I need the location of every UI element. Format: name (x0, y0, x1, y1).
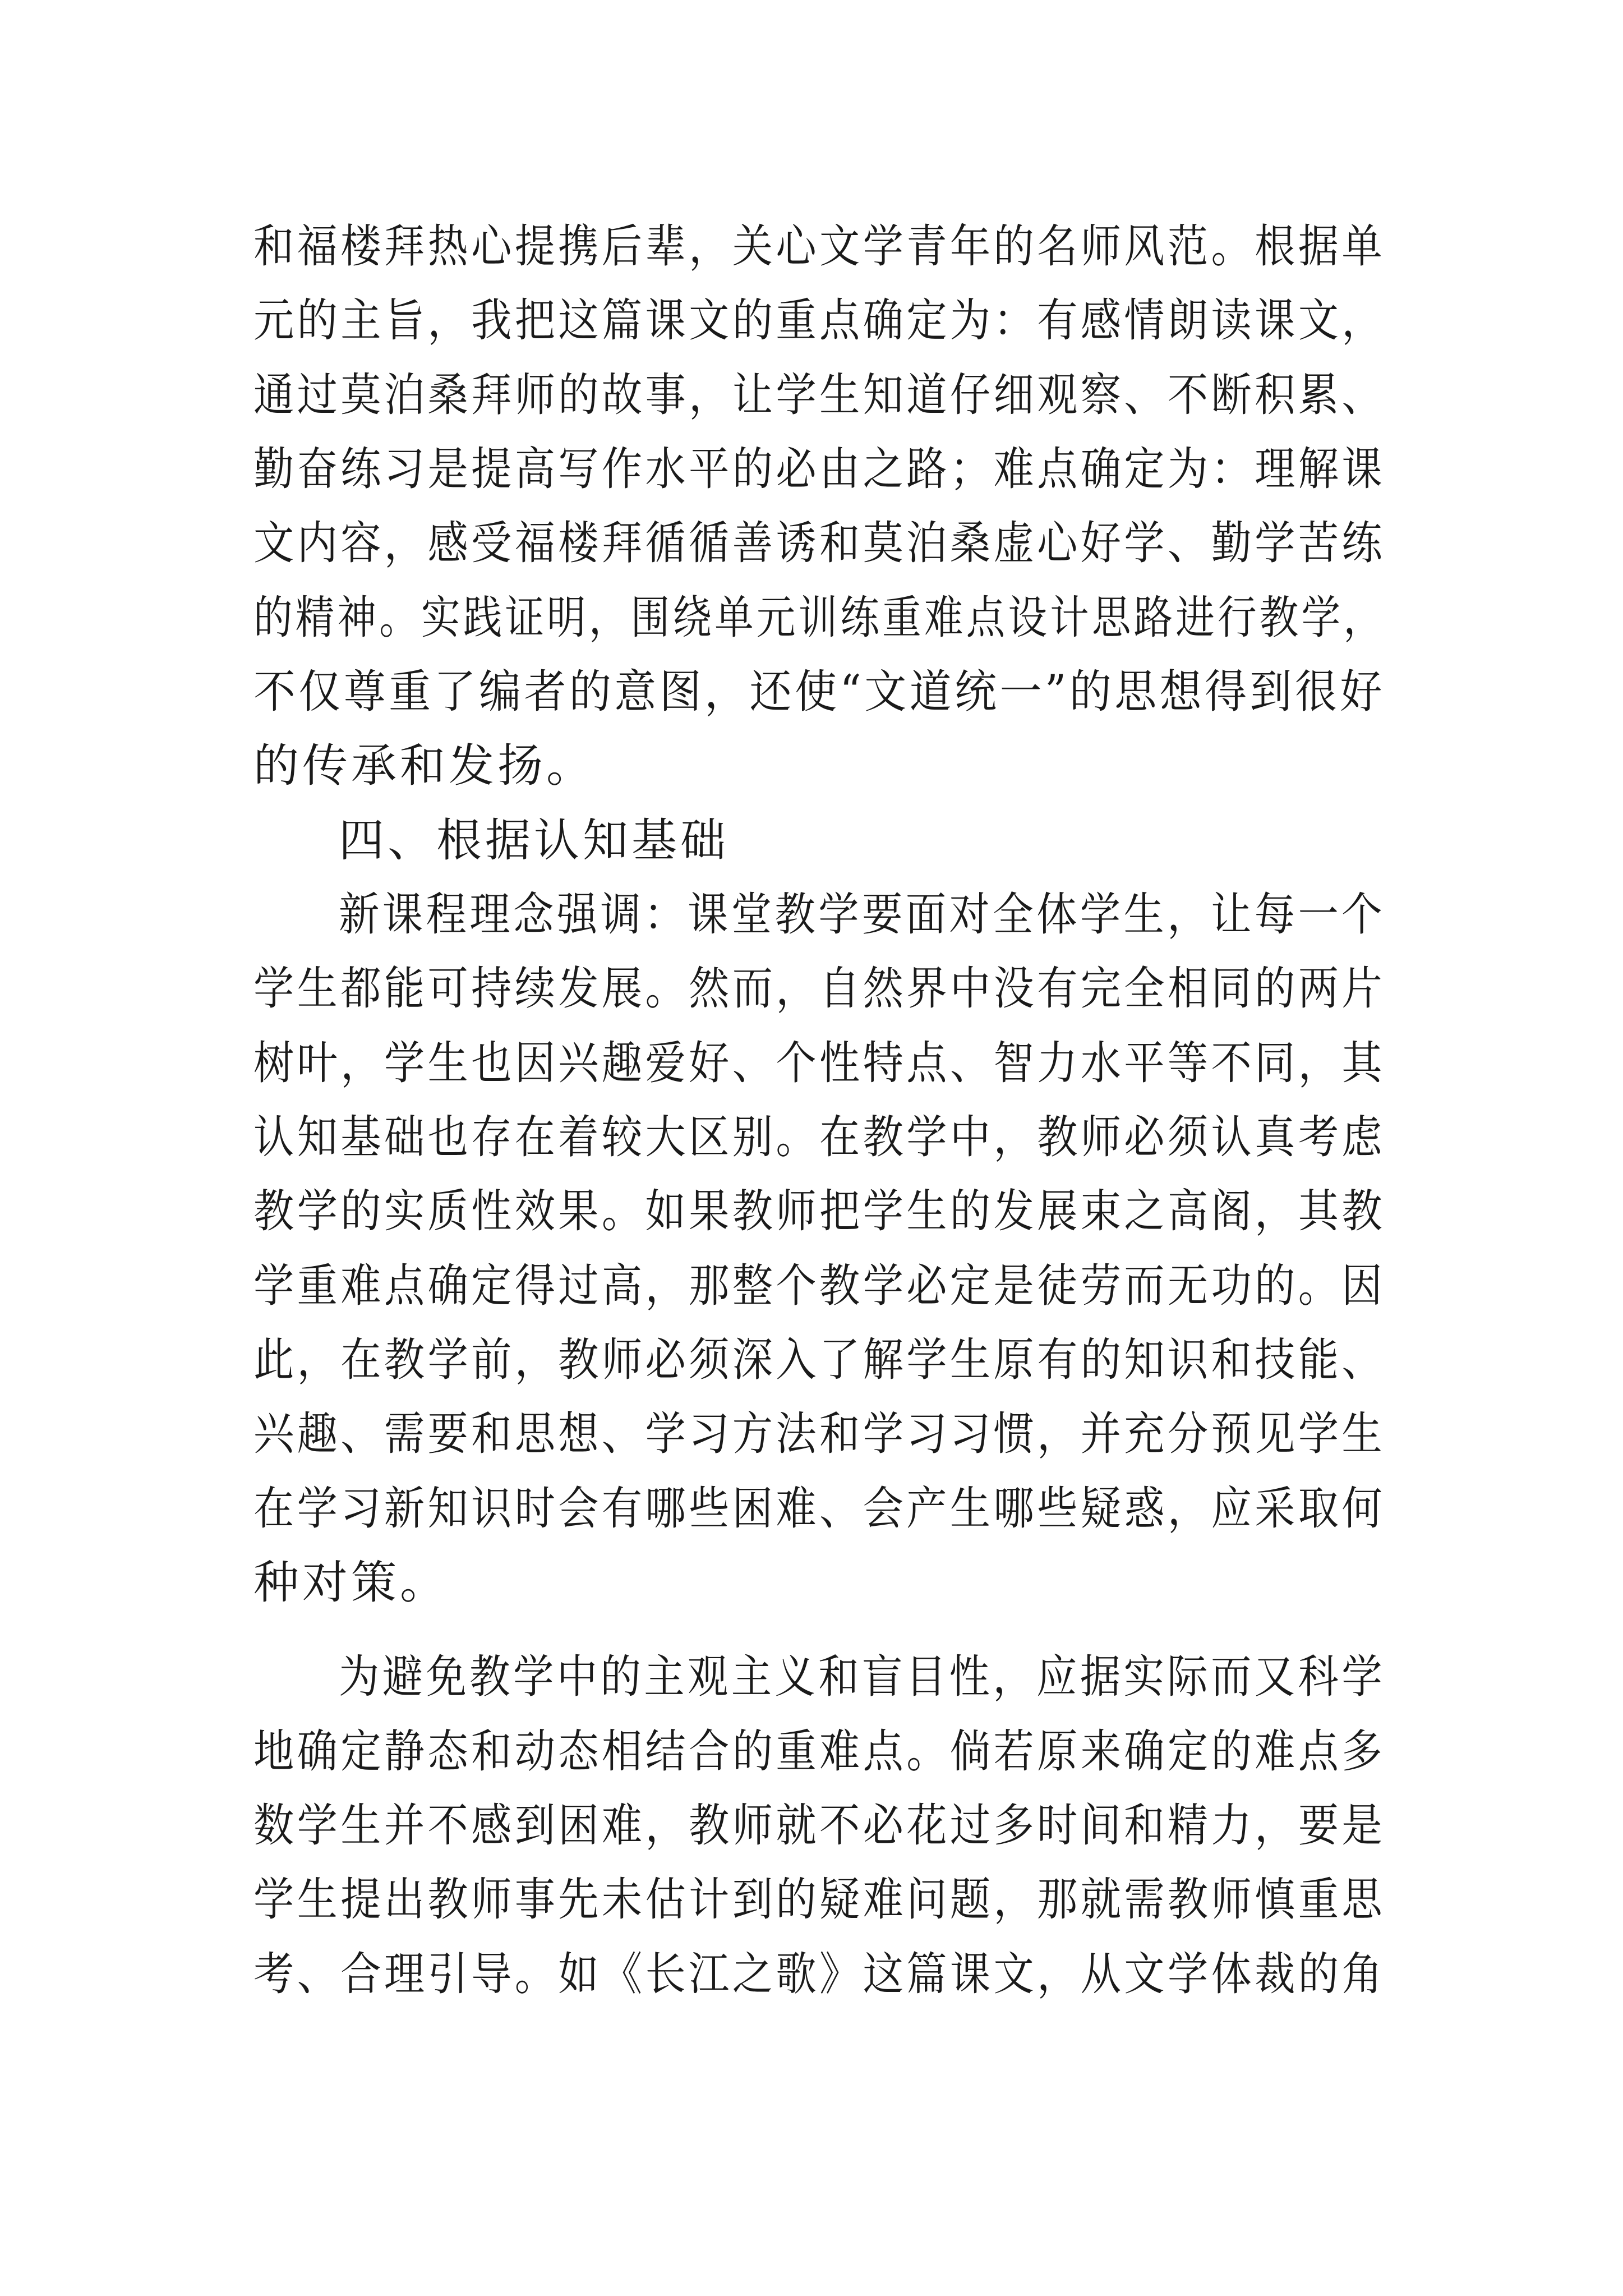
paragraph-line: 地确定静态和动态相结合的重难点。倘若原来确定的难点多 (253, 1726, 1386, 1778)
paragraph-line: 考、合理引导。如《长江之歌》这篇课文，从文学体裁的角 (253, 1948, 1386, 2001)
paragraph-line: 学生都能可持续发展。然而，自然界中没有完全相同的两片 (253, 963, 1386, 1015)
paragraph-line: 兴趣、需要和思想、学习方法和学习习惯，并充分预见学生 (253, 1408, 1386, 1461)
paragraph-line: 认知基础也存在着较大区别。在教学中，教师必须认真考虑 (253, 1111, 1386, 1164)
paragraph-line: 的传承和发扬。 (253, 740, 596, 793)
paragraph-line: 树叶，学生也因兴趣爱好、个性特点、智力水平等不同，其 (253, 1037, 1386, 1090)
paragraph-line: 新课程理念强调：课堂教学要面对全体学生，让每一个 (339, 889, 1386, 941)
paragraph-line: 学生提出教师事先未估计到的疑难问题，那就需教师慎重思 (253, 1874, 1386, 1926)
paragraph-line: 此，在教学前，教师必须深入了解学生原有的知识和技能、 (253, 1334, 1386, 1387)
paragraph-line: 不仅尊重了编者的意图，还使“文道统一”的思想得到很好 (253, 666, 1385, 719)
paragraph-line: 学重难点确定得过高，那整个教学必定是徒劳而无功的。因 (253, 1260, 1386, 1313)
paragraph-line: 文内容，感受福楼拜循循善诱和莫泊桑虚心好学、勤学苦练 (253, 517, 1386, 570)
paragraph-line: 通过莫泊桑拜师的故事，让学生知道仔细观察、不断积累、 (253, 369, 1386, 422)
paragraph-line: 和福楼拜热心提携后辈，关心文学青年的名师风范。根据单 (253, 220, 1386, 273)
paragraph-line: 在学习新知识时会有哪些困难、会产生哪些疑惑，应采取何 (253, 1483, 1386, 1535)
paragraph-line: 为避免教学中的主观主义和盲目性，应据实际而又科学 (339, 1651, 1386, 1704)
paragraph-line: 勤奋练习是提高写作水平的必由之路；难点确定为：理解课 (253, 443, 1386, 496)
paragraph-line: 的精神。实践证明，围绕单元训练重难点设计思路进行教学， (253, 592, 1386, 645)
section-heading: 四、根据认知基础 (339, 815, 730, 867)
paragraph-line: 教学的实质性效果。如果教师把学生的发展束之高阁，其教 (253, 1185, 1386, 1238)
paragraph-line: 数学生并不感到困难，教师就不必花过多时间和精力，要是 (253, 1800, 1386, 1852)
paragraph-line: 种对策。 (253, 1557, 449, 1609)
paragraph-line: 元的主旨，我把这篇课文的重点确定为：有感情朗读课文， (253, 295, 1386, 347)
